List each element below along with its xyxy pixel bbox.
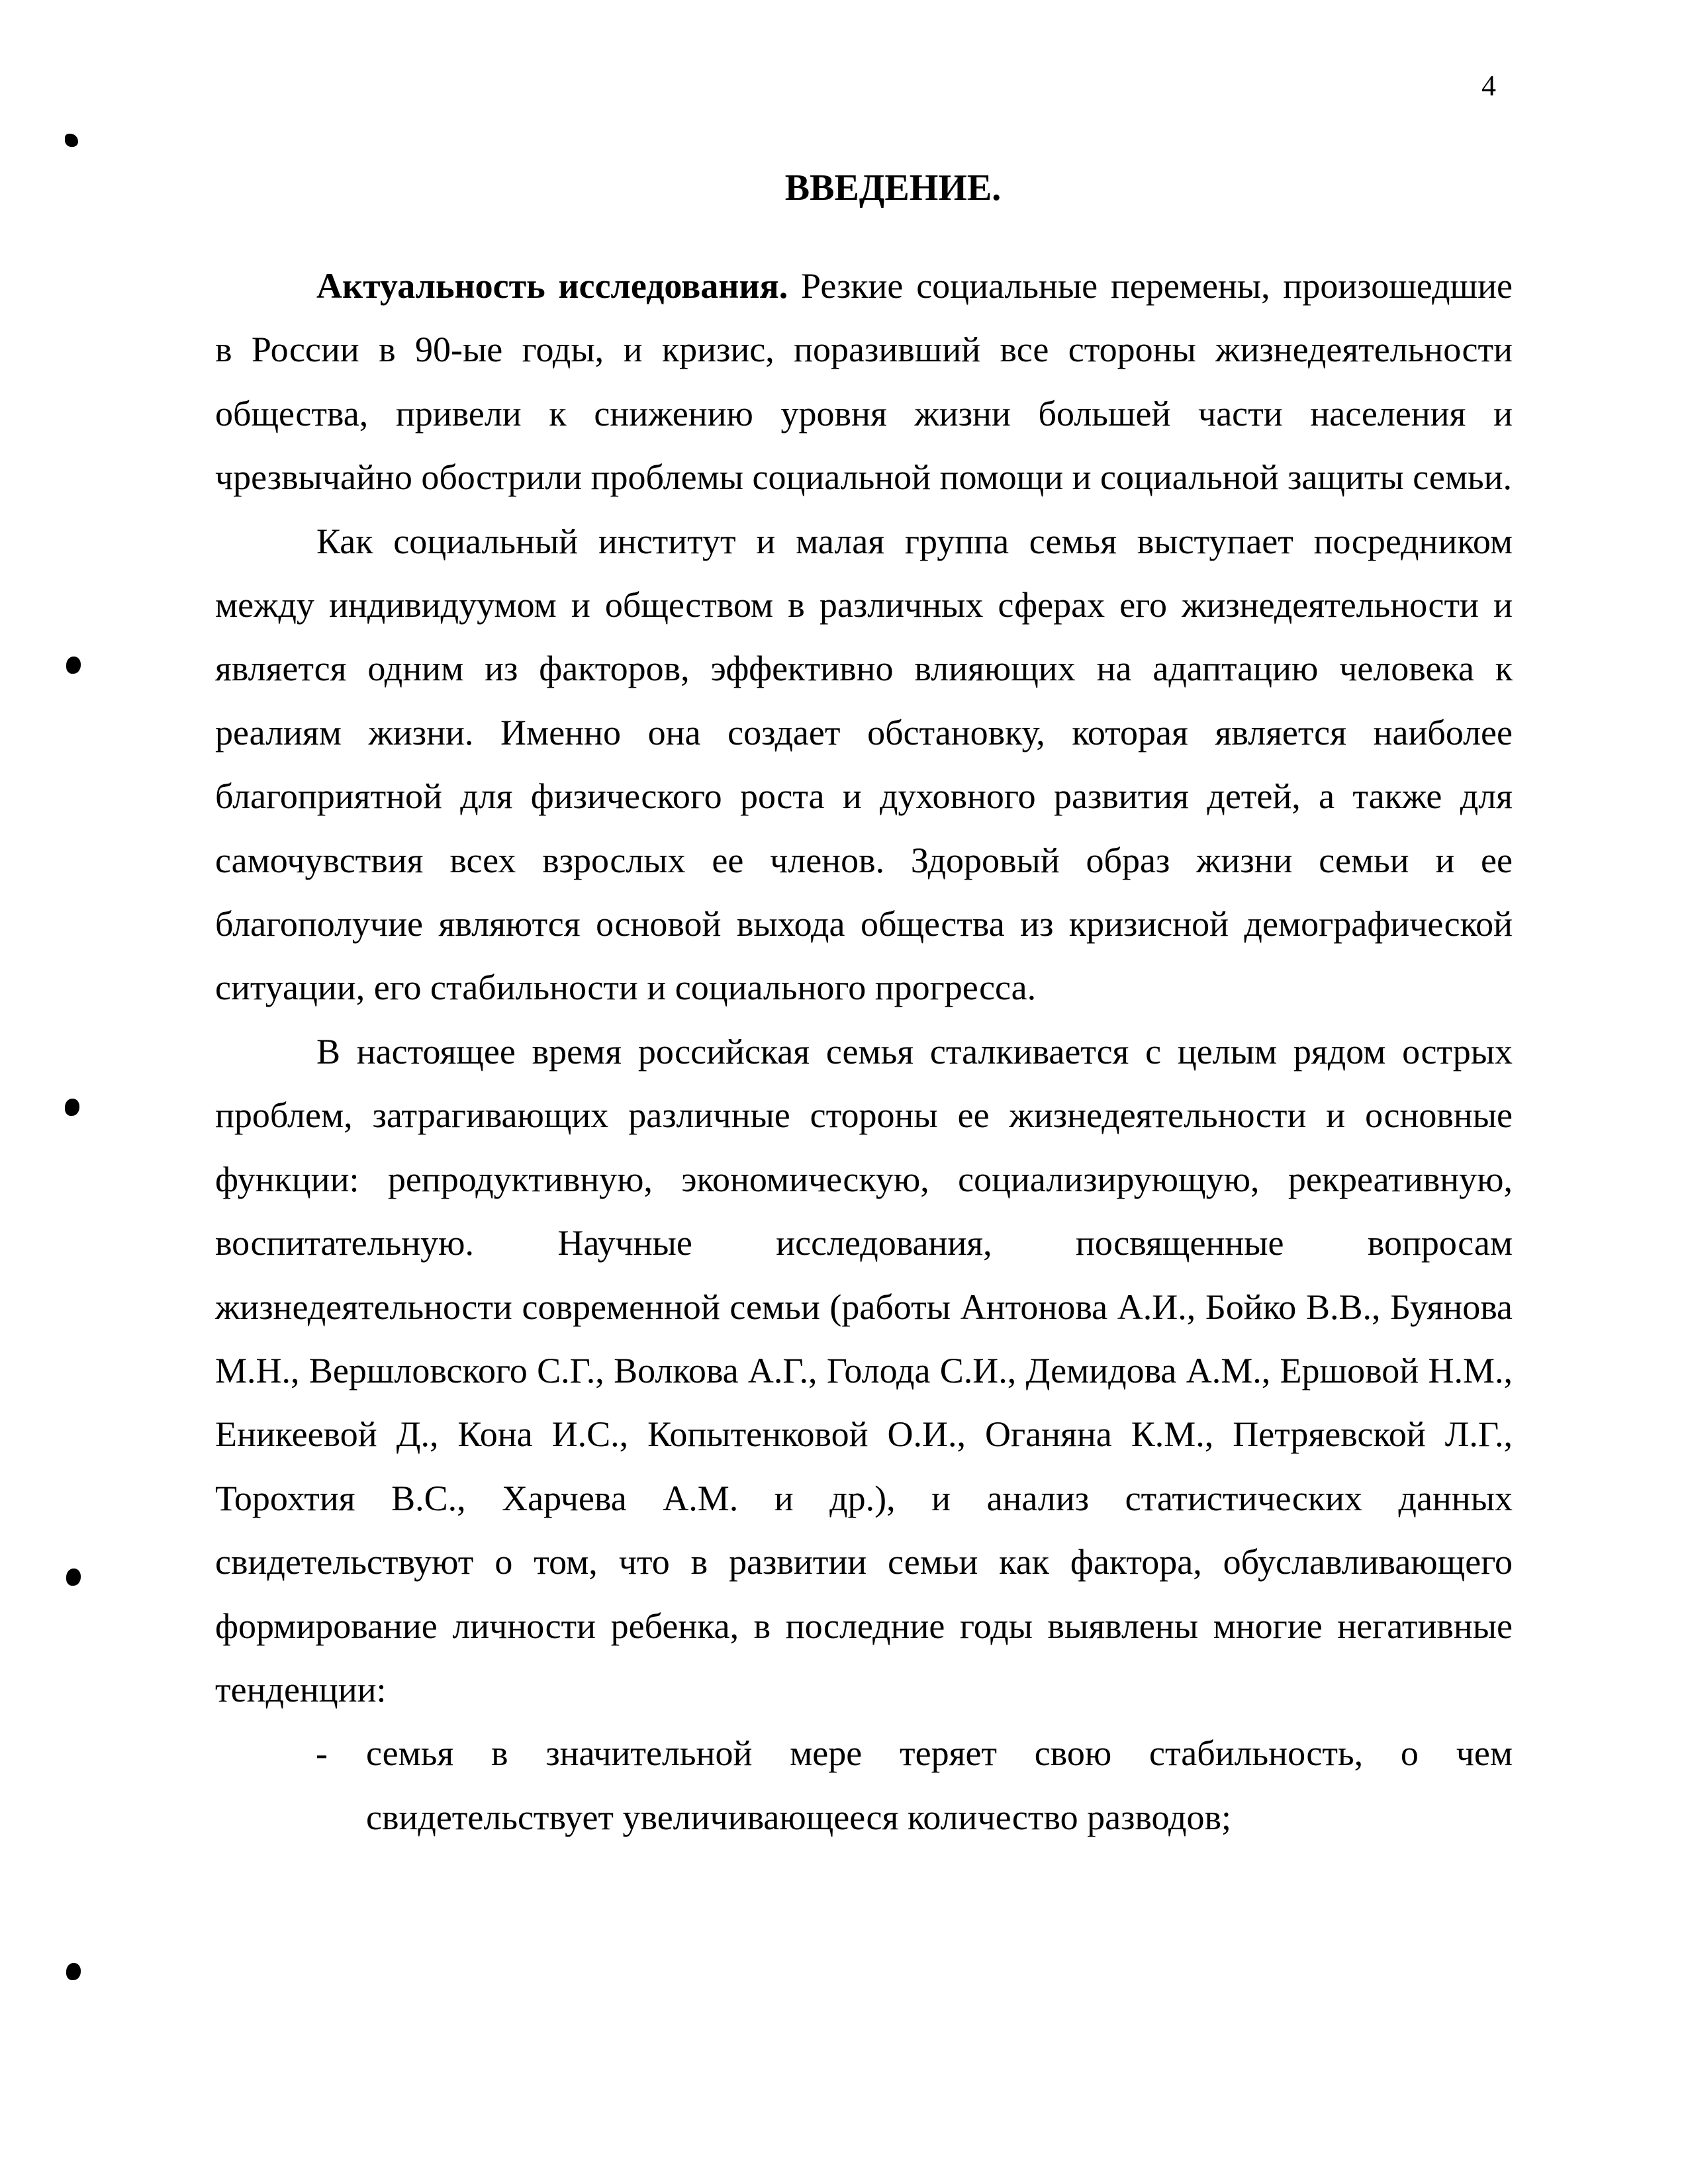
binding-hole-mark <box>66 1569 81 1586</box>
document-body <box>215 254 1513 1849</box>
binding-hole-mark <box>65 134 78 147</box>
list-marker: - <box>316 1733 328 1774</box>
list-item-text: семья в значительной мере теряет свою стабильность, о чем свидетельствует увеличивающееся количество разводов; <box>366 1733 1513 1837</box>
paragraph-text: Резкие социальные перемены, произошедшие в России в 90-ые годы, и кризис, поразивший все стороны жизнедеятельности общества, привели к снижению уровня жизни большей части населения и чрезвычайно обострили проблемы социальной помощи и социальной защиты семьи. <box>215 266 1513 498</box>
binding-hole-mark <box>66 1963 81 1980</box>
section-heading: ВВЕДЕНИЕ. <box>784 167 1002 208</box>
paragraph-lead: Актуальность исследования. <box>316 266 788 306</box>
page-number: 4 <box>1481 69 1496 102</box>
binding-hole-mark <box>65 1099 79 1116</box>
paragraph-current-problems: В настоящее время российская семья сталкивается с целым рядом острых проблем, затрагивающих различные стороны ее жизнедеятельности и основные функции: репродуктивную, экономическую, социализирующую, рекреативную, воспитательную. Научные исследования, посвященные вопросам жизнедеятельности современной семьи (работы Антонова А.И., Бойко В.В., Буянова М.Н., Вершловского С.Г., Волкова А.Г., Голода С.И., Демидова А.М., Ершовой Н.М., Еникеевой Д., Кона И.С., Копытенковой О.И., Оганяна К.М., Петряевской Л.Г., Торохтия В.С., Харчева А.М. и др.), и анализ статистических данных свидетельствуют о том, что в развитии семьи как фактора, обуславливающего формирование личности ребенка, в последние годы выявлены многие негативные тенденции: <box>215 1031 1513 1709</box>
list-item <box>215 1721 1513 1849</box>
paragraph-relevance <box>215 254 1513 510</box>
paragraph-family-institute: Как социальный институт и малая группа семья выступает посредником между индивидуумом и обществом в различных сферах его жизнедеятельности и является одним из факторов, эффективно влияющих на адаптацию человека к реалиям жизни. Именно она создает обстановку, которая является наиболее благоприятной для физического роста и духовного развития детей, а также для самочувствия всех взрослых ее членов. Здоровый образ жизни семьи и ее благополучие являются основой выхода общества из кризисной демографической ситуации, его стабильности и социального прогресса. <box>215 521 1513 1008</box>
negative-trends-list <box>215 1721 1513 1849</box>
binding-hole-mark <box>66 657 81 674</box>
